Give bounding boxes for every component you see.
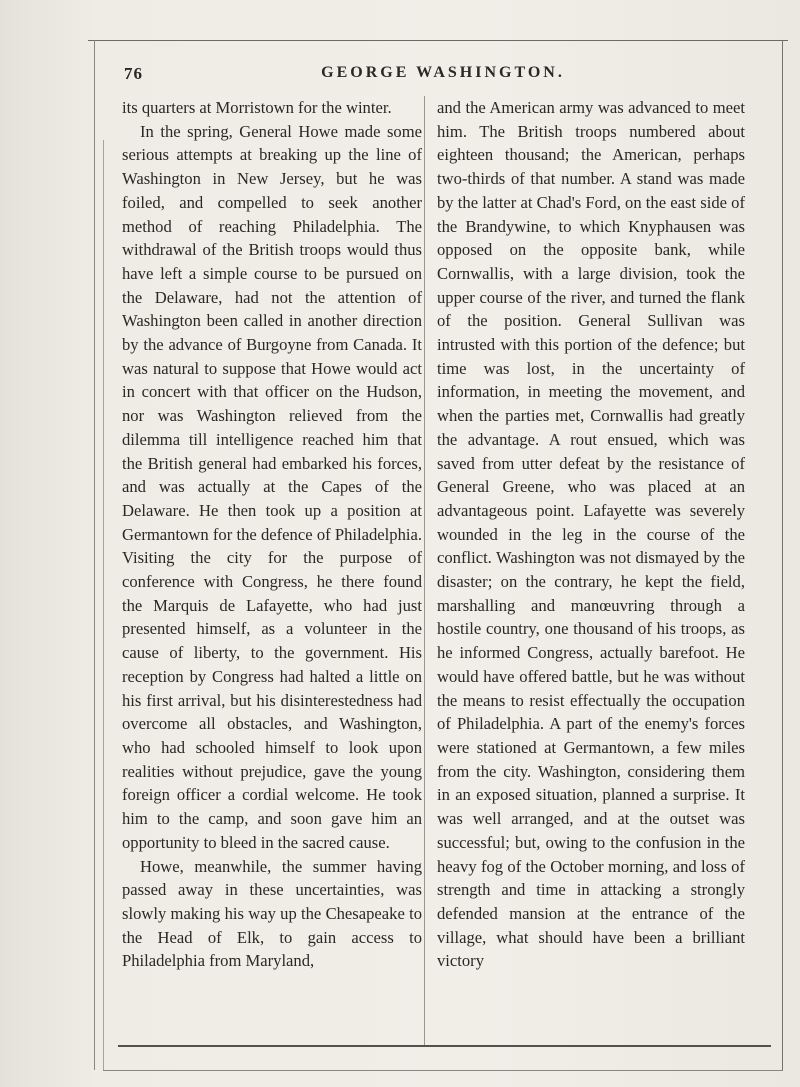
left-paragraph-3: Howe, meanwhile, the summer having passed away in these uncertainties, was slowly making his way up the Chesapeake to the Head of Elk, to gain access to Philadelphia from Maryland, bbox=[122, 856, 422, 971]
bottom-rule bbox=[118, 1045, 771, 1047]
column-divider bbox=[424, 96, 425, 1046]
scan-frame-top bbox=[88, 40, 788, 41]
scan-frame-inner-left bbox=[103, 140, 104, 1070]
left-column bbox=[122, 96, 422, 973]
scan-frame-left bbox=[94, 40, 95, 1070]
page-number: 76 bbox=[124, 64, 143, 83]
right-column bbox=[437, 96, 745, 973]
scan-frame-bottom bbox=[103, 1070, 783, 1071]
scan-frame-right bbox=[782, 40, 783, 1070]
right-paragraph-1: and the American army was advanced to meet him. The British troops numbered about eighteen thousand; the American, perhaps two-thirds of that number. A stand was made by the latter at Chad's Ford, on the east side of the Brandywine, to which Knyphausen was opposed on the opposite bank, while Cornwallis, with a large division, took the upper course of the river, and turned the flank of the position. General Sullivan was intrusted with this portion of the defence; but time was lost, in the uncertainty of information, in meeting the movement, and when the parties met, Cornwallis had greatly the advantage. A rout ensued, which was saved from utter defeat by the resistance of General Greene, who was placed at an advantageous point. Lafayette was severely wounded in the leg in the course of the conflict. Washington was not dismayed by the disaster; on the contrary, he kept the field, marshalling and manœuvring through a hostile country, one thousand of his troops, as he informed Congress, actually barefoot. He would have offered battle, but he was without the means to resist effectually the occupation of Philadelphia. A part of the enemy's forces were stationed at Germantown, a few miles from the city. Washington, considering them in an exposed situation, planned a surprise. It was well arranged, and at the outset was successful; but, owing to the confusion in the heavy fog of the October morning, and loss of strength and time in attacking a strongly defended mansion at the entrance of the village, what should have been a brilliant victory bbox=[437, 98, 745, 971]
left-paragraph-1: its quarters at Morristown for the winter. bbox=[122, 98, 392, 117]
running-title: GEORGE WASHINGTON. bbox=[321, 64, 565, 81]
page-header bbox=[118, 64, 768, 90]
left-paragraph-2: In the spring, General Howe made some serious attempts at breaking up the line of Washington in New Jersey, but he was foiled, and compelled to seek another method of reaching Philadelphia. The withdrawal of the British troops would thus have left a simple course to be pursued on the Delaware, had not the attention of Washington been called in another direction by the advance of Burgoyne from Canada. It was natural to suppose that Howe would act in concert with that officer on the Hudson, nor was Washington relieved from the dilemma till intelligence reached him that the British general had embarked his forces, and was actually at the Capes of the Delaware. He then took up a position at Germantown for the defence of Philadelphia. Visiting the city for the purpose of conference with Congress, he there found the Marquis de Lafayette, who had just presented himself, as a volunteer in the cause of liberty, to the government. His reception by Congress had halted a little on his first arrival, but his disinterestedness had overcome all obstacles, and Washington, who had schooled himself to look upon realities without prejudice, gave the young foreign officer a cordial welcome. He took him to the camp, and soon gave him an opportunity to bleed in the sacred cause. bbox=[122, 121, 422, 852]
